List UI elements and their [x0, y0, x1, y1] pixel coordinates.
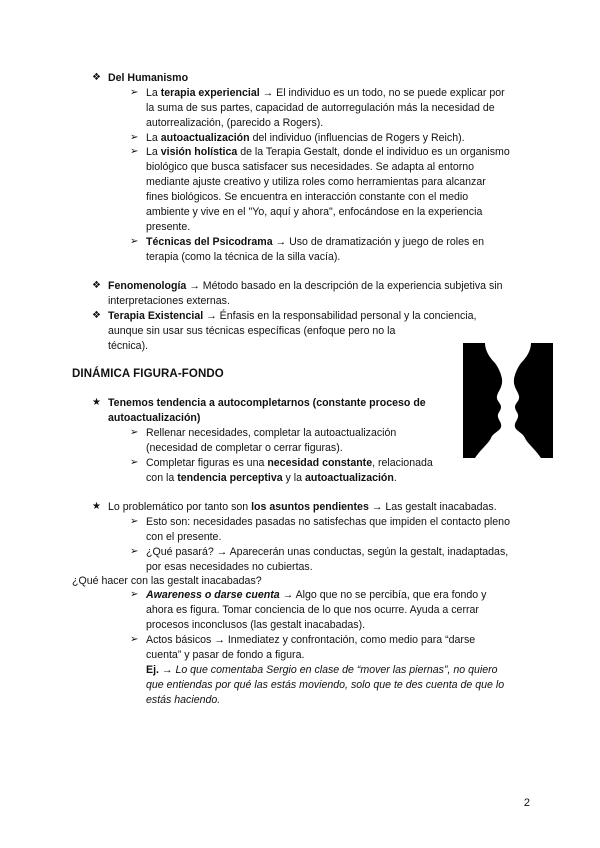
humanismo-item-2-line-1: La autoactualización del individuo (influencias de Rogers y Reich).: [146, 132, 465, 144]
humanismo-heading: Del Humanismo: [108, 72, 189, 84]
humanismo-item-4-line-2: terapia (como la técnica de la silla vacía).: [146, 251, 341, 263]
tendencia-sub-1-line-1: Rellenar necesidades, completar la autoactualización: [146, 427, 397, 439]
actos-line-2: cuenta” y pasar de fondo a figura.: [146, 649, 305, 661]
existencial-line-3: técnica).: [108, 340, 149, 352]
humanismo-item-4-line-1: Técnicas del Psicodrama → Uso de dramatización y juego de roles en: [146, 236, 485, 248]
diamond-bullet-icon: ❖: [92, 280, 101, 291]
star-bullet-icon: ★: [92, 501, 101, 512]
problematico-line-1: Lo problemático por tanto son los asuntos pendientes → Las gestalt inacabadas.: [108, 501, 497, 513]
awareness-line-1: Awareness o darse cuenta → Algo que no se percibía, que era fondo y: [146, 589, 487, 601]
ejemplo-line-2: que entiendas por qué las estás moviendo, solo que te des cuenta de que lo: [146, 679, 505, 691]
que-hacer-question: ¿Qué hacer con las gestalt inacabadas?: [72, 575, 262, 587]
humanismo-item-3-line-3: mediante ajuste creativo y utiliza roles como herramientas para alcanzar: [146, 176, 486, 188]
problematico-sub-2-line-1: ¿Qué pasará? → Aparecerán unas conductas, según la gestalt, inadaptadas,: [146, 546, 509, 558]
rubin-vase-figure: [463, 343, 553, 458]
humanismo-item-1-line-2: la suma de sus partes, capacidad de autorregulación más la necesidad de: [146, 102, 495, 114]
arrow-bullet-icon: ➢: [130, 516, 139, 527]
awareness-line-2: ahora es figura. Tomar conciencia de lo que nos ocurre. Ayuda a cerrar: [146, 604, 479, 616]
diamond-bullet-icon: ❖: [92, 310, 101, 321]
star-bullet-icon: ★: [92, 397, 101, 408]
problematico-sub-1-line-2: con el presente.: [146, 531, 222, 543]
tendencia-line-1: Tenemos tendencia a autocompletarnos (constante proceso de: [108, 397, 426, 409]
ejemplo-line-1: Ej. → Lo que comentaba Sergio en clase de “mover las piernas”, no quiero: [146, 664, 498, 676]
rubin-vase-illustration: [463, 343, 553, 458]
arrow-bullet-icon: ➢: [130, 634, 139, 645]
fenomenologia-line-1: Fenomenología → Método basado en la descripción de la experiencia subjetiva sin: [108, 280, 503, 292]
awareness-line-3: procesos inconclusos (las gestalt inacabadas).: [146, 619, 366, 631]
existencial-line-1: Terapia Existencial → Énfasis en la responsabilidad personal y la conciencia,: [108, 310, 477, 322]
arrow-bullet-icon: ➢: [130, 589, 139, 600]
humanismo-item-1-line-3: autorrealización, (parecido a Rogers).: [146, 117, 324, 129]
humanismo-item-3-line-4: fines biológicos. Se encuentra en interacción constante con el medio: [146, 191, 469, 203]
tendencia-sub-2-line-1: Completar figuras es una necesidad constante, relacionada: [146, 457, 433, 469]
humanismo-item-3-line-6: presente.: [146, 221, 191, 233]
page-number: 2: [523, 797, 530, 809]
actos-line-1: Actos básicos → Inmediatez y confrontación, como medio para “darse: [146, 634, 476, 646]
tendencia-sub-2-line-2: con la tendencia perceptiva y la autoactualización.: [146, 472, 397, 484]
problematico-sub-1-line-1: Esto son: necesidades pasadas no satisfechas que impiden el contacto pleno: [146, 516, 510, 528]
humanismo-item-1-line-1: La terapia experiencial → El individuo es un todo, no se puede explicar por: [146, 87, 505, 99]
problematico-sub-2-line-2: por esas necesidades no cubiertas.: [146, 561, 313, 573]
arrow-bullet-icon: ➢: [130, 457, 139, 468]
arrow-bullet-icon: ➢: [130, 236, 139, 247]
arrow-bullet-icon: ➢: [130, 546, 139, 557]
humanismo-item-3-line-2: biológico que busca satisfacer sus necesidades. Se adapta al entorno: [146, 161, 475, 173]
arrow-bullet-icon: ➢: [130, 87, 139, 98]
existencial-line-2: aunque sin usar sus técnicas específicas (enfoque pero no la: [108, 325, 396, 337]
fenomenologia-line-2: interpretaciones externas.: [108, 295, 230, 307]
arrow-bullet-icon: ➢: [130, 146, 139, 157]
section-title: DINÁMICA FIGURA-FONDO: [72, 368, 224, 380]
tendencia-line-2: autoactualización): [108, 412, 201, 424]
ejemplo-line-3: estás haciendo.: [146, 694, 221, 706]
arrow-bullet-icon: ➢: [130, 427, 139, 438]
tendencia-sub-1-line-2: (necesidad de completar o cerrar figuras).: [146, 442, 343, 454]
diamond-bullet-icon: ❖: [92, 72, 101, 83]
humanismo-item-3-line-1: La visión holística de la Terapia Gestalt, donde el individuo es un organismo: [146, 146, 510, 158]
humanismo-item-3-line-5: ambiente y vive en el "Yo, aquí y ahora", enfocándose en la experiencia: [146, 206, 483, 218]
arrow-bullet-icon: ➢: [130, 132, 139, 143]
